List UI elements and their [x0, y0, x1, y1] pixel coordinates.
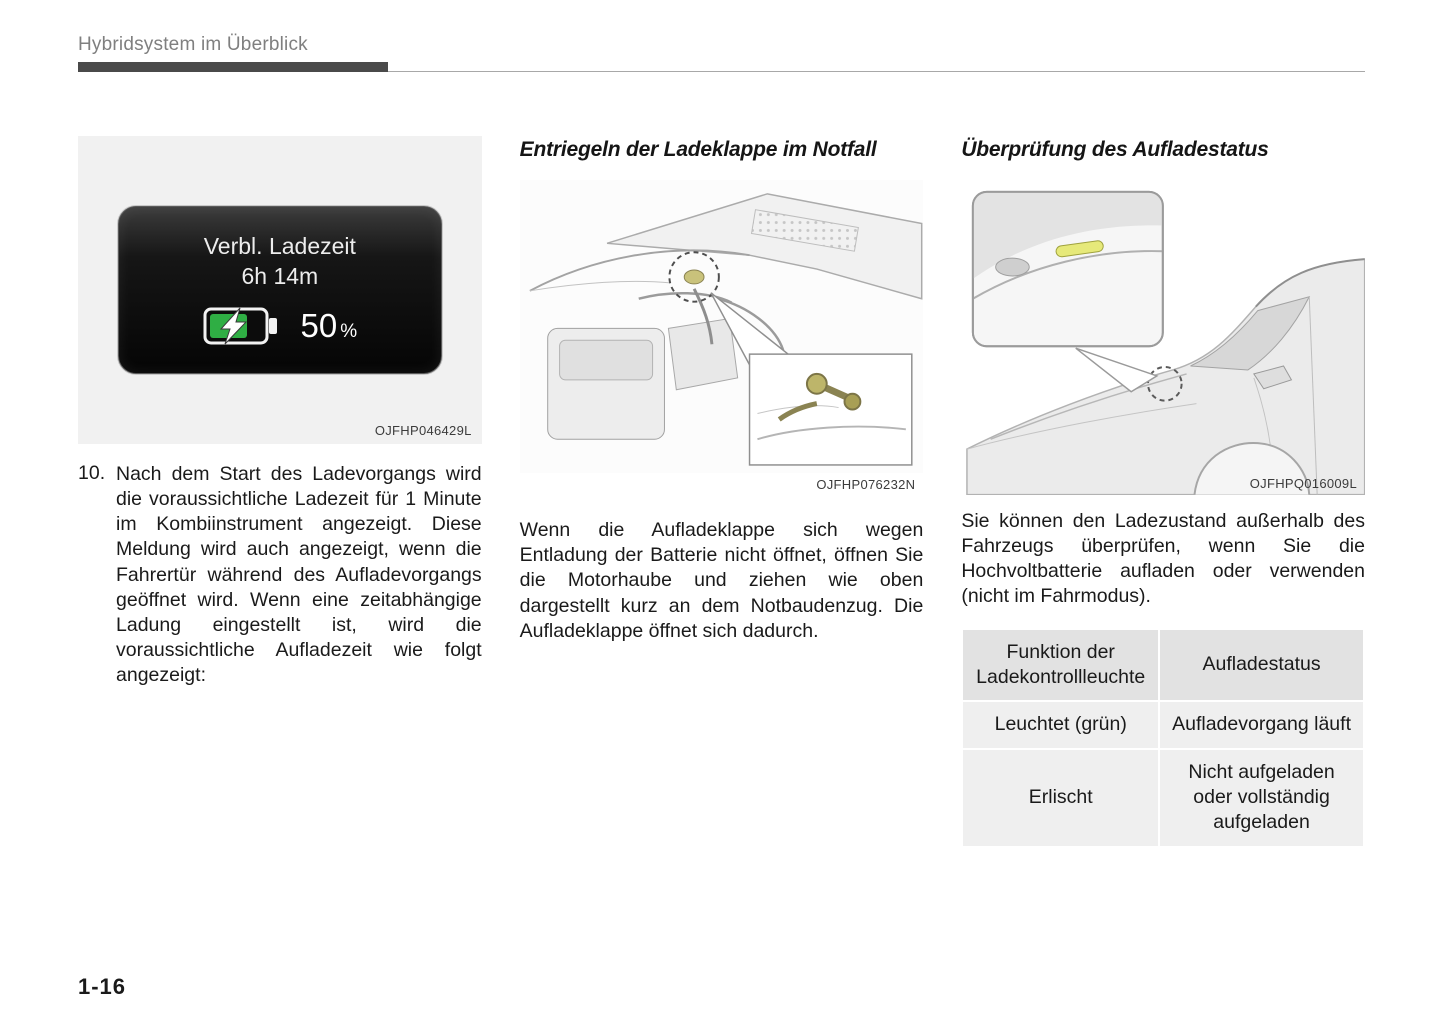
table-cell-function: Leuchtet (grün)	[962, 701, 1159, 748]
charge-status-figure	[961, 180, 1365, 495]
table-cell-function: Erlischt	[962, 749, 1159, 847]
charge-percent	[301, 307, 358, 345]
table-header-function: Funktion der Ladekontrollleuchte	[962, 629, 1159, 702]
table-cell-status: Nicht aufgeladen oder vollständig aufgeladen	[1159, 749, 1364, 847]
engine-bay-illustration	[520, 180, 924, 473]
column-middle	[520, 136, 924, 644]
percent-sign: %	[340, 320, 358, 342]
figure-caption: OJFHP046429L	[374, 423, 472, 438]
car-illustration	[961, 180, 1365, 495]
table-header-status: Aufladestatus	[1159, 629, 1364, 702]
column-left	[78, 136, 482, 688]
charge-percent-value: 50	[300, 306, 338, 344]
page-number: 1-16	[78, 974, 127, 999]
charge-indicator-inset	[973, 192, 1163, 346]
table-cell-status: Aufladevorgang läuft	[1159, 701, 1364, 748]
section-heading-release: Entriegeln der Ladeklappe im Notfall	[519, 138, 877, 161]
table-row	[962, 749, 1364, 847]
release-handle-inset	[749, 354, 911, 465]
table-header-row	[962, 629, 1364, 702]
cluster-display	[118, 206, 442, 374]
release-cable-end-icon	[684, 270, 704, 284]
battery-tip-icon	[269, 318, 277, 334]
charge-status-table	[961, 628, 1365, 848]
section-heading-status: Überprüfung des Aufladestatus	[961, 138, 1269, 161]
status-paragraph: Sie können den Ladezustand außerhalb des Fahrzeugs überprüfen, wenn Sie die Hochvoltbatterie aufladen oder verwenden (nicht im Fahrmodus).	[961, 509, 1365, 608]
release-paragraph: Wenn die Aufladeklappe sich wegen Entladung der Batterie nicht öffnet, öffnen Sie die Motorhaube und ziehen wie oben dargestellt kurz an dem Notbaudenzug. Die Aufladeklappe öffnet sich dadurch.	[519, 519, 924, 642]
cluster-display-figure	[78, 136, 482, 444]
charge-time-label: Verbl. Ladezeit	[203, 233, 356, 260]
battery-icon	[203, 304, 283, 348]
title-bar	[78, 62, 388, 72]
step-number: 10.	[78, 462, 106, 484]
charge-time-value: 6h 14m	[241, 263, 319, 289]
header-underline	[78, 62, 1365, 72]
numbered-step-10	[78, 462, 482, 688]
engine-bay-figure	[520, 180, 924, 473]
charge-level-row	[203, 304, 358, 348]
page-header	[0, 0, 1445, 72]
column-right	[961, 136, 1365, 848]
step-text: Nach dem Start des Ladevorgangs wird die voraussichtliche Ladezeit für 1 Minute im Kombiinstrument angezeigt. Diese Meldung wird auch angezeigt, wenn die Fahrertür während des Aufladevorgangs geöffnet wird. Wenn eine zeitabhängige Ladung eingestellt ist, wird die voraussichtliche Aufladezeit wie folgt angezeigt:	[116, 463, 482, 687]
content-columns	[0, 72, 1445, 848]
chapter-title: Hybridsystem im Überblick	[78, 34, 308, 55]
figure-caption: OJFHP076232N	[816, 477, 916, 493]
table-row	[962, 701, 1364, 748]
figure-caption: OJFHPQ016009L	[1249, 475, 1357, 491]
